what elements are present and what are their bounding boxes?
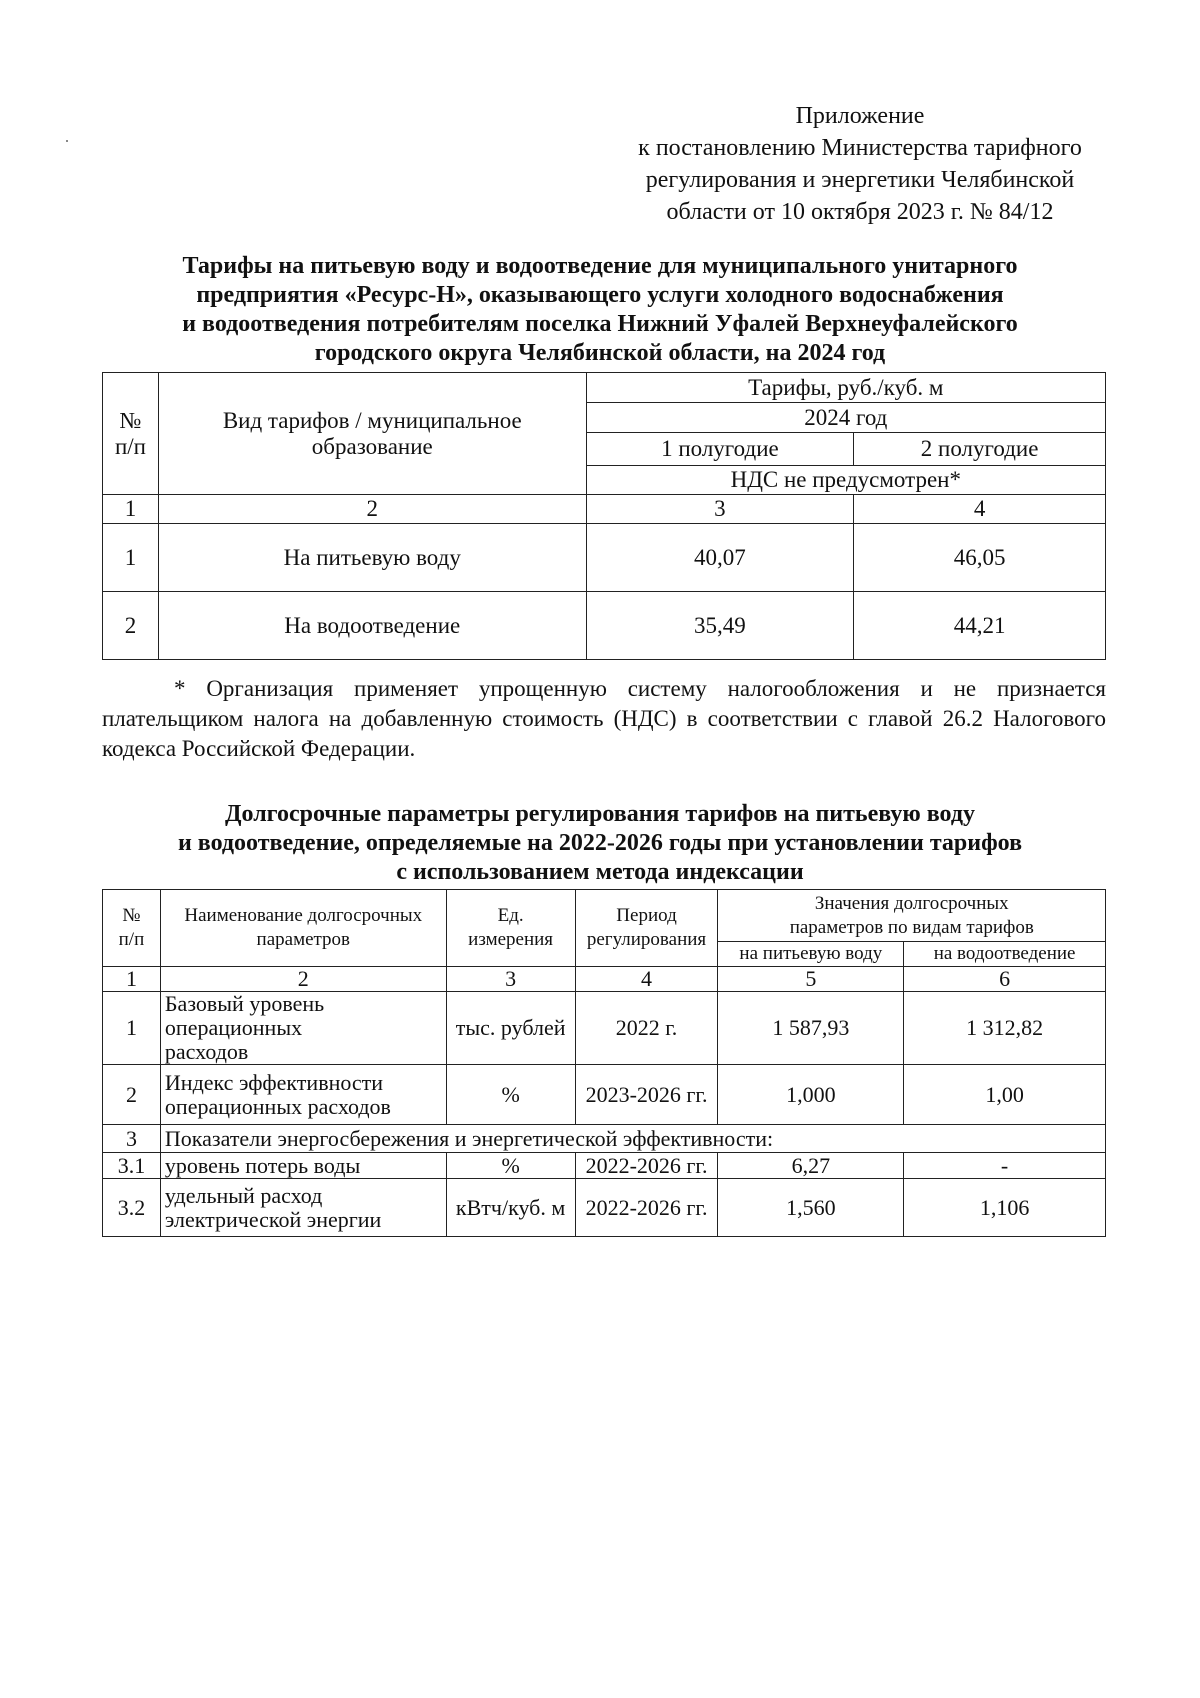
- colnum-cell: 1: [103, 495, 159, 524]
- header-vat: НДС не предусмотрен*: [586, 466, 1105, 495]
- row-num: 1: [103, 524, 159, 592]
- header-num: № п/п: [103, 373, 159, 495]
- colnum-cell: 2: [158, 495, 586, 524]
- colnum-cell: 3: [586, 495, 854, 524]
- header-half1: 1 полугодие: [586, 433, 854, 466]
- row-num: 3.2: [103, 1179, 161, 1237]
- row-name: Индекс эффективности операционных расходов: [160, 1065, 446, 1125]
- header-name: Наименование долгосрочных параметров: [160, 890, 446, 967]
- row-half2: 46,05: [854, 524, 1106, 592]
- header-unit: Ед. измерения: [446, 890, 575, 967]
- tariff-title: [100, 252, 1100, 368]
- tariff-table: [102, 372, 1106, 660]
- row-name: Базовый уровень операционных расходов: [160, 992, 446, 1065]
- row-half1: 35,49: [586, 592, 854, 660]
- colnum-cell: 4: [854, 495, 1106, 524]
- section-num: 3: [103, 1125, 161, 1153]
- header-period: Период регулирования: [575, 890, 718, 967]
- parameters-table: [102, 889, 1106, 1237]
- header-kind: Вид тарифов / муниципальное образование: [158, 373, 586, 495]
- row-period: 2022 г.: [575, 992, 718, 1065]
- row-drain: 1,00: [904, 1065, 1106, 1125]
- table-row: [103, 1153, 1106, 1179]
- header-num: № п/п: [103, 890, 161, 967]
- title-line: и водоотведение, определяемые на 2022-2026 годы при установлении тарифов: [177, 830, 1023, 856]
- row-period: 2022-2026 гг.: [575, 1179, 718, 1237]
- row-drain: -: [904, 1153, 1106, 1179]
- table-row: [103, 1065, 1106, 1125]
- row-water: 6,27: [718, 1153, 904, 1179]
- row-unit: тыс. рублей: [446, 992, 575, 1065]
- table-row: [103, 992, 1106, 1065]
- row-num: 2: [103, 1065, 161, 1125]
- title-line: Долгосрочные параметры регулирования тарифов на питьевую воду: [225, 801, 975, 827]
- colnum-cell: 6: [904, 967, 1106, 992]
- row-unit: %: [446, 1065, 575, 1125]
- footnote-text: * Организация применяет упрощенную систему налогообложения и не признается плательщиком налога на добавленную стоимость (НДС) в соответствии с главой 26.2 Налогового кодекса Российской Федерации.: [102, 676, 1106, 761]
- header-half2: 2 полугодие: [854, 433, 1106, 466]
- header-values: Значения долгосрочных параметров по видам тарифов: [718, 890, 1106, 942]
- row-period: 2023-2026 гг.: [575, 1065, 718, 1125]
- header-tariffs: Тарифы, руб./куб. м: [586, 373, 1105, 403]
- row-period: 2022-2026 гг.: [575, 1153, 718, 1179]
- row-drain: 1 312,82: [904, 992, 1106, 1065]
- appendix-line: к постановлению Министерства тарифного: [638, 135, 1082, 161]
- row-name: На питьевую воду: [158, 524, 586, 592]
- title-line: городского округа Челябинской области, на 2024 год: [314, 340, 886, 366]
- colnum-cell: 5: [718, 967, 904, 992]
- colnum-cell: 4: [575, 967, 718, 992]
- row-water: 1 587,93: [718, 992, 904, 1065]
- row-drain: 1,106: [904, 1179, 1106, 1237]
- section-name: Показатели энергосбережения и энергетической эффективности:: [160, 1125, 1105, 1153]
- appendix-line: области от 10 октября 2023 г. № 84/12: [666, 199, 1054, 225]
- row-half2: 44,21: [854, 592, 1106, 660]
- row-num: 1: [103, 992, 161, 1065]
- header-drain: на водоотведение: [904, 942, 1106, 967]
- scan-speck: [66, 140, 68, 142]
- row-name: удельный расход электрической энергии: [160, 1179, 446, 1237]
- table-row: [103, 1179, 1106, 1237]
- row-num: 3.1: [103, 1153, 161, 1179]
- row-water: 1,000: [718, 1065, 904, 1125]
- row-unit: кВтч/куб. м: [446, 1179, 575, 1237]
- colnum-cell: 3: [446, 967, 575, 992]
- appendix-line: регулирования и энергетики Челябинской: [645, 167, 1075, 193]
- row-unit: %: [446, 1153, 575, 1179]
- title-line: и водоотведения потребителям поселка Нижний Уфалей Верхнеуфалейского: [182, 311, 1018, 337]
- header-year: 2024 год: [586, 403, 1105, 433]
- colnum-cell: 2: [160, 967, 446, 992]
- colnum-cell: 1: [103, 967, 161, 992]
- appendix-header: [600, 100, 1120, 228]
- row-name: На водоотведение: [158, 592, 586, 660]
- footnote: [102, 674, 1106, 764]
- title-line: с использованием метода индексации: [396, 859, 804, 885]
- section-row: [103, 1125, 1106, 1153]
- table-row: [103, 592, 1106, 660]
- title-line: Тарифы на питьевую воду и водоотведение для муниципального унитарного: [182, 253, 1018, 279]
- title-line: предприятия «Ресурс-Н», оказывающего услуги холодного водоснабжения: [196, 282, 1004, 308]
- row-half1: 40,07: [586, 524, 854, 592]
- header-water: на питьевую воду: [718, 942, 904, 967]
- appendix-line: Приложение: [795, 103, 925, 129]
- row-name: уровень потерь воды: [160, 1153, 446, 1179]
- row-num: 2: [103, 592, 159, 660]
- row-water: 1,560: [718, 1179, 904, 1237]
- parameters-title: [100, 800, 1100, 887]
- table-row: [103, 524, 1106, 592]
